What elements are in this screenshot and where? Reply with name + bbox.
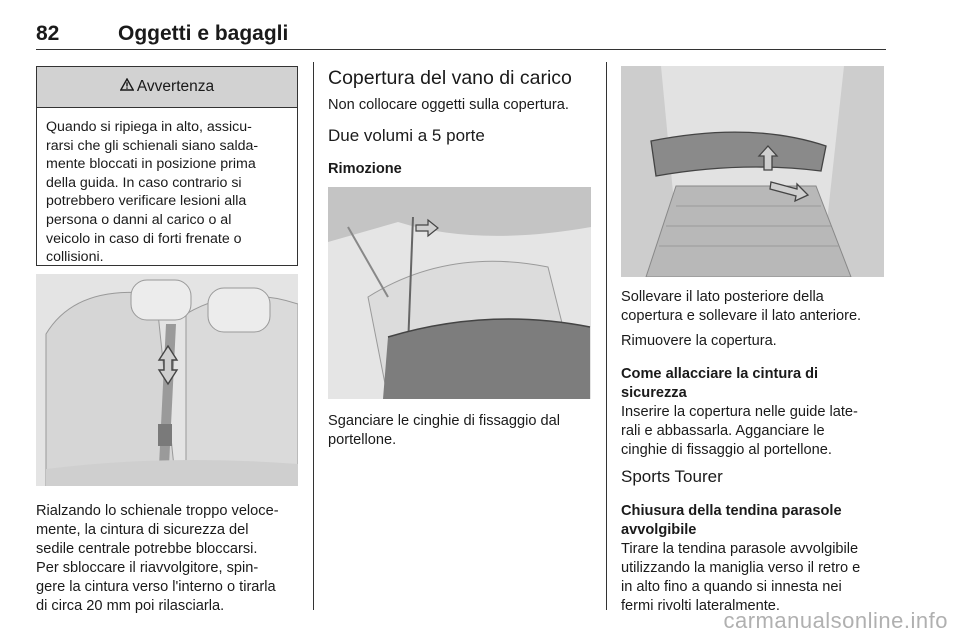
column-divider-1 [313, 62, 314, 610]
lift-cover-text [621, 288, 896, 326]
text-line: mente, la cintura di sicurezza del [36, 522, 249, 538]
page-header [36, 16, 886, 50]
text-line: utilizzando la maniglia verso il retro e [621, 560, 861, 576]
blind-heading [621, 502, 896, 540]
text-line: rali e abbassarla. Agganciare le [621, 423, 825, 439]
warning-line: della guida. In caso contrario si [46, 174, 242, 191]
text-line: Sollevare il lato posteriore della [621, 289, 824, 305]
tailgate-straps-illustration [328, 187, 591, 399]
chapter-title: Oggetti e bagagli [118, 22, 289, 45]
heading-line: avvolgibile [621, 522, 697, 538]
cargo-cover-illustration [621, 66, 884, 277]
text-line: Rialzando lo schienale troppo veloce- [36, 503, 279, 519]
tailgate-caption [328, 412, 598, 450]
blind-text [621, 540, 896, 616]
belt-note [36, 502, 306, 616]
sports-tourer-heading: Sports Tourer [621, 467, 723, 486]
rear-seat-belt-illustration [36, 274, 298, 486]
text-line: Inserire la copertura nelle guide late- [621, 404, 858, 420]
warning-line: rarsi che gli schienali siano salda- [46, 137, 259, 154]
text-line: copertura e sollevare il lato anteriore. [621, 308, 862, 324]
text-line: fermi rivolti lateralmente. [621, 598, 780, 614]
warning-line: persona o danni al carico o al [46, 211, 232, 228]
text-line: Sganciare le cinghie di fissaggio dal [328, 413, 561, 429]
text-line: in alto fino a quando si innesta nei [621, 579, 842, 595]
text-line: Tirare la tendina parasole avvolgibile [621, 541, 859, 557]
warning-triangle-icon [120, 78, 134, 96]
text-line: portellone. [328, 432, 397, 448]
attach-heading [621, 365, 896, 403]
heading-line: Chiusura della tendina parasole [621, 503, 842, 519]
column-divider-2 [606, 62, 607, 610]
text-line: di circa 20 mm poi rilasciarla. [36, 598, 225, 614]
warning-box [36, 66, 298, 266]
warning-text [37, 108, 297, 267]
warning-line: veicolo in caso di forti frenate o [46, 230, 242, 247]
warning-header [37, 67, 297, 108]
warning-title: Avvertenza [136, 78, 215, 95]
subsection-title: Due volumi a 5 porte [328, 126, 485, 145]
text-line: gere la cintura verso l'interno o tirarla [36, 579, 276, 595]
watermark: carmanualsonline.info [723, 608, 948, 633]
text-line: sedile centrale potrebbe bloccarsi. [36, 541, 258, 557]
warning-line: collisioni. [46, 249, 104, 266]
remove-cover-text: Rimuovere la copertura. [621, 333, 777, 349]
heading-line: Come allacciare la cintura di [621, 366, 819, 382]
header-rule [36, 49, 886, 50]
warning-line: potrebbero verificare lesioni alla [46, 193, 247, 210]
text-line: cinghie di fissaggio al portellone. [621, 442, 832, 458]
intro-text: Non collocare oggetti sulla copertura. [328, 97, 569, 113]
warning-line: Quando si ripiega in alto, assicu- [46, 119, 252, 135]
text-line: Per sbloccare il riavvolgitore, spin- [36, 560, 259, 576]
attach-text [621, 403, 896, 460]
warning-line: mente bloccati in posizione prima [46, 156, 256, 173]
section-title: Copertura del vano di carico [328, 67, 572, 89]
page-number: 82 [36, 22, 60, 45]
heading-line: sicurezza [621, 385, 687, 401]
removal-heading: Rimozione [328, 161, 402, 177]
